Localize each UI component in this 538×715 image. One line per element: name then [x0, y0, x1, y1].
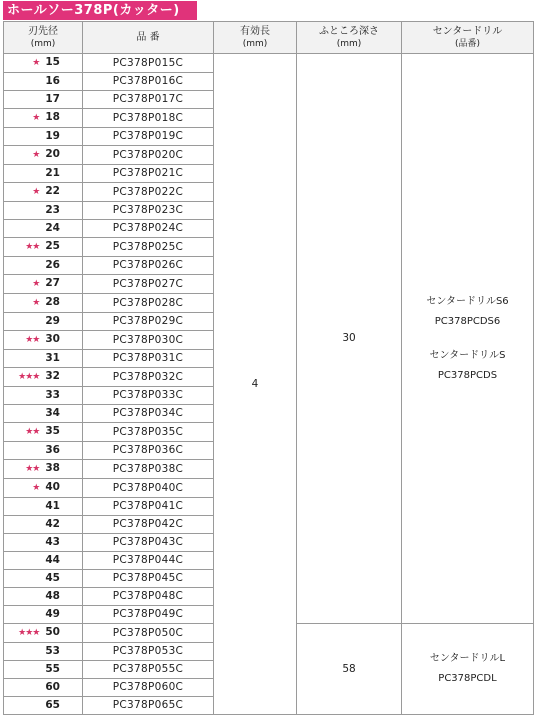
table-body [4, 54, 534, 715]
part-number-cell: PC378P036C [83, 442, 214, 460]
header-effective-length-unit: (mm) [242, 38, 268, 49]
diameter-value: 65 [45, 699, 60, 711]
part-number-cell: PC378P038C [83, 460, 214, 479]
diameter-cell [4, 257, 83, 275]
diameter-cell [4, 73, 83, 91]
recommended-stars: ★ [32, 113, 40, 123]
diameter-value: 27 [45, 277, 60, 289]
diameter-value: 45 [45, 572, 60, 584]
part-number-cell: PC378P034C [83, 405, 214, 423]
effective-length-cell: 4 [214, 54, 297, 715]
part-number-cell: PC378P020C [83, 146, 214, 165]
part-number-cell: PC378P031C [83, 350, 214, 368]
diameter-cell [4, 423, 83, 442]
header-part-no-label: 品 番 [136, 31, 160, 43]
header-diameter-unit: (mm) [30, 38, 56, 49]
diameter-value: 48 [45, 590, 60, 602]
diameter-value: 28 [45, 296, 60, 308]
diameter-value: 20 [45, 148, 60, 160]
part-number-cell: PC378P018C [83, 109, 214, 128]
part-number-cell: PC378P017C [83, 91, 214, 109]
diameter-cell [4, 606, 83, 624]
header-row [4, 22, 534, 54]
recommended-stars: ★★ [25, 335, 40, 345]
part-number-cell: PC378P033C [83, 387, 214, 405]
recommended-stars: ★★ [25, 464, 40, 474]
diameter-cell [4, 109, 83, 128]
diameter-cell [4, 405, 83, 423]
diameter-cell [4, 275, 83, 294]
diameter-cell [4, 54, 83, 73]
diameter-value: 21 [45, 167, 60, 179]
diameter-cell [4, 643, 83, 661]
header-center-drill [402, 22, 534, 54]
header-depth-unit: (mm) [336, 38, 362, 49]
diameter-cell [4, 220, 83, 238]
header-center-drill-label: センタードリル [432, 25, 503, 37]
part-number-cell: PC378P029C [83, 313, 214, 331]
diameter-value: 17 [45, 93, 60, 105]
product-table [3, 21, 534, 715]
diameter-value: 22 [45, 185, 60, 197]
drill-spacer [402, 332, 533, 346]
diameter-cell [4, 313, 83, 331]
recommended-stars: ★★★ [18, 628, 40, 638]
diameter-cell [4, 165, 83, 183]
part-number-cell: PC378P048C [83, 588, 214, 606]
part-number-cell: PC378P027C [83, 275, 214, 294]
diameter-value: 55 [45, 663, 60, 675]
diameter-value: 23 [45, 204, 60, 216]
part-number-cell: PC378P060C [83, 679, 214, 697]
diameter-cell [4, 368, 83, 387]
center-drill-cell [402, 624, 534, 715]
recommended-stars: ★ [32, 58, 40, 68]
depth-cell: 30 [297, 54, 402, 624]
diameter-cell [4, 570, 83, 588]
diameter-cell [4, 183, 83, 202]
diameter-cell [4, 128, 83, 146]
diameter-value: 15 [45, 56, 60, 68]
diameter-cell [4, 91, 83, 109]
diameter-value: 36 [45, 444, 60, 456]
depth-cell: 58 [297, 624, 402, 715]
diameter-cell [4, 516, 83, 534]
diameter-value: 43 [45, 536, 60, 548]
diameter-cell [4, 552, 83, 570]
part-number-cell: PC378P044C [83, 552, 214, 570]
header-depth-label: ふところ深さ [319, 25, 379, 37]
part-number-cell: PC378P041C [83, 498, 214, 516]
diameter-cell [4, 498, 83, 516]
part-number-cell: PC378P053C [83, 643, 214, 661]
diameter-value: 31 [45, 352, 60, 364]
diameter-value: 16 [45, 75, 60, 87]
diameter-value: 18 [45, 111, 60, 123]
diameter-value: 49 [45, 608, 60, 620]
diameter-cell [4, 479, 83, 498]
part-number-cell: PC378P026C [83, 257, 214, 275]
part-number-cell: PC378P042C [83, 516, 214, 534]
center-drill-line: センタードリルS6 [426, 295, 509, 307]
diameter-cell [4, 588, 83, 606]
center-drill-line: センタードリルL [429, 653, 506, 664]
header-effective-length [214, 22, 297, 54]
center-drill-line: センタードリルS [429, 349, 506, 361]
recommended-stars: ★ [32, 150, 40, 160]
part-number-cell: PC378P045C [83, 570, 214, 588]
diameter-value: 40 [45, 481, 60, 493]
diameter-value: 50 [45, 626, 60, 638]
center-drill-line: PC378PCDS [437, 369, 498, 381]
part-number-cell: PC378P025C [83, 238, 214, 257]
part-number-cell: PC378P055C [83, 661, 214, 679]
diameter-value: 34 [45, 407, 60, 419]
recommended-stars: ★ [32, 483, 40, 493]
part-number-cell: PC378P022C [83, 183, 214, 202]
diameter-value: 60 [45, 681, 60, 693]
diameter-value: 26 [45, 259, 60, 271]
diameter-value: 32 [45, 370, 60, 382]
diameter-value: 30 [45, 333, 60, 345]
diameter-cell [4, 202, 83, 220]
part-number-cell: PC378P028C [83, 294, 214, 313]
diameter-cell [4, 460, 83, 479]
recommended-stars: ★ [32, 279, 40, 289]
recommended-stars: ★★ [25, 427, 40, 437]
diameter-value: 44 [45, 554, 60, 566]
diameter-cell [4, 534, 83, 552]
diameter-cell [4, 350, 83, 368]
diameter-cell [4, 294, 83, 313]
diameter-cell [4, 442, 83, 460]
part-number-cell: PC378P021C [83, 165, 214, 183]
header-center-drill-sub: (品番) [454, 38, 481, 49]
part-number-cell: PC378P050C [83, 624, 214, 643]
diameter-cell [4, 238, 83, 257]
part-number-cell: PC378P023C [83, 202, 214, 220]
header-effective-length-label: 有効長 [240, 25, 270, 37]
center-drill-line: PC378PCDL [438, 673, 497, 684]
header-part-no [83, 22, 214, 54]
diameter-value: 24 [45, 222, 60, 234]
diameter-value: 33 [45, 389, 60, 401]
diameter-cell [4, 697, 83, 715]
diameter-cell [4, 146, 83, 165]
header-diameter [4, 22, 83, 54]
part-number-cell: PC378P043C [83, 534, 214, 552]
recommended-stars: ★★ [25, 242, 40, 252]
diameter-value: 53 [45, 645, 60, 657]
diameter-value: 38 [45, 462, 60, 474]
header-depth [297, 22, 402, 54]
part-number-cell: PC378P019C [83, 128, 214, 146]
diameter-cell [4, 679, 83, 697]
diameter-cell [4, 331, 83, 350]
recommended-stars: ★★★ [18, 372, 40, 382]
diameter-value: 19 [45, 130, 60, 142]
part-number-cell: PC378P032C [83, 368, 214, 387]
center-drill-cell [402, 54, 534, 624]
table-row [4, 54, 534, 73]
diameter-value: 35 [45, 425, 60, 437]
diameter-value: 29 [45, 315, 60, 327]
center-drill-line: PC378PCDS6 [434, 315, 501, 327]
section-title: ホールソー378P(カッター) [3, 1, 197, 20]
part-number-cell: PC378P065C [83, 697, 214, 715]
diameter-cell [4, 387, 83, 405]
part-number-cell: PC378P035C [83, 423, 214, 442]
part-number-cell: PC378P030C [83, 331, 214, 350]
part-number-cell: PC378P024C [83, 220, 214, 238]
part-number-cell: PC378P015C [83, 54, 214, 73]
header-diameter-label: 刃先径 [28, 25, 58, 37]
part-number-cell: PC378P040C [83, 479, 214, 498]
diameter-cell [4, 661, 83, 679]
diameter-value: 25 [45, 240, 60, 252]
diameter-cell [4, 624, 83, 643]
part-number-cell: PC378P049C [83, 606, 214, 624]
diameter-value: 41 [45, 500, 60, 512]
recommended-stars: ★ [32, 187, 40, 197]
part-number-cell: PC378P016C [83, 73, 214, 91]
recommended-stars: ★ [32, 298, 40, 308]
diameter-value: 42 [45, 518, 60, 530]
